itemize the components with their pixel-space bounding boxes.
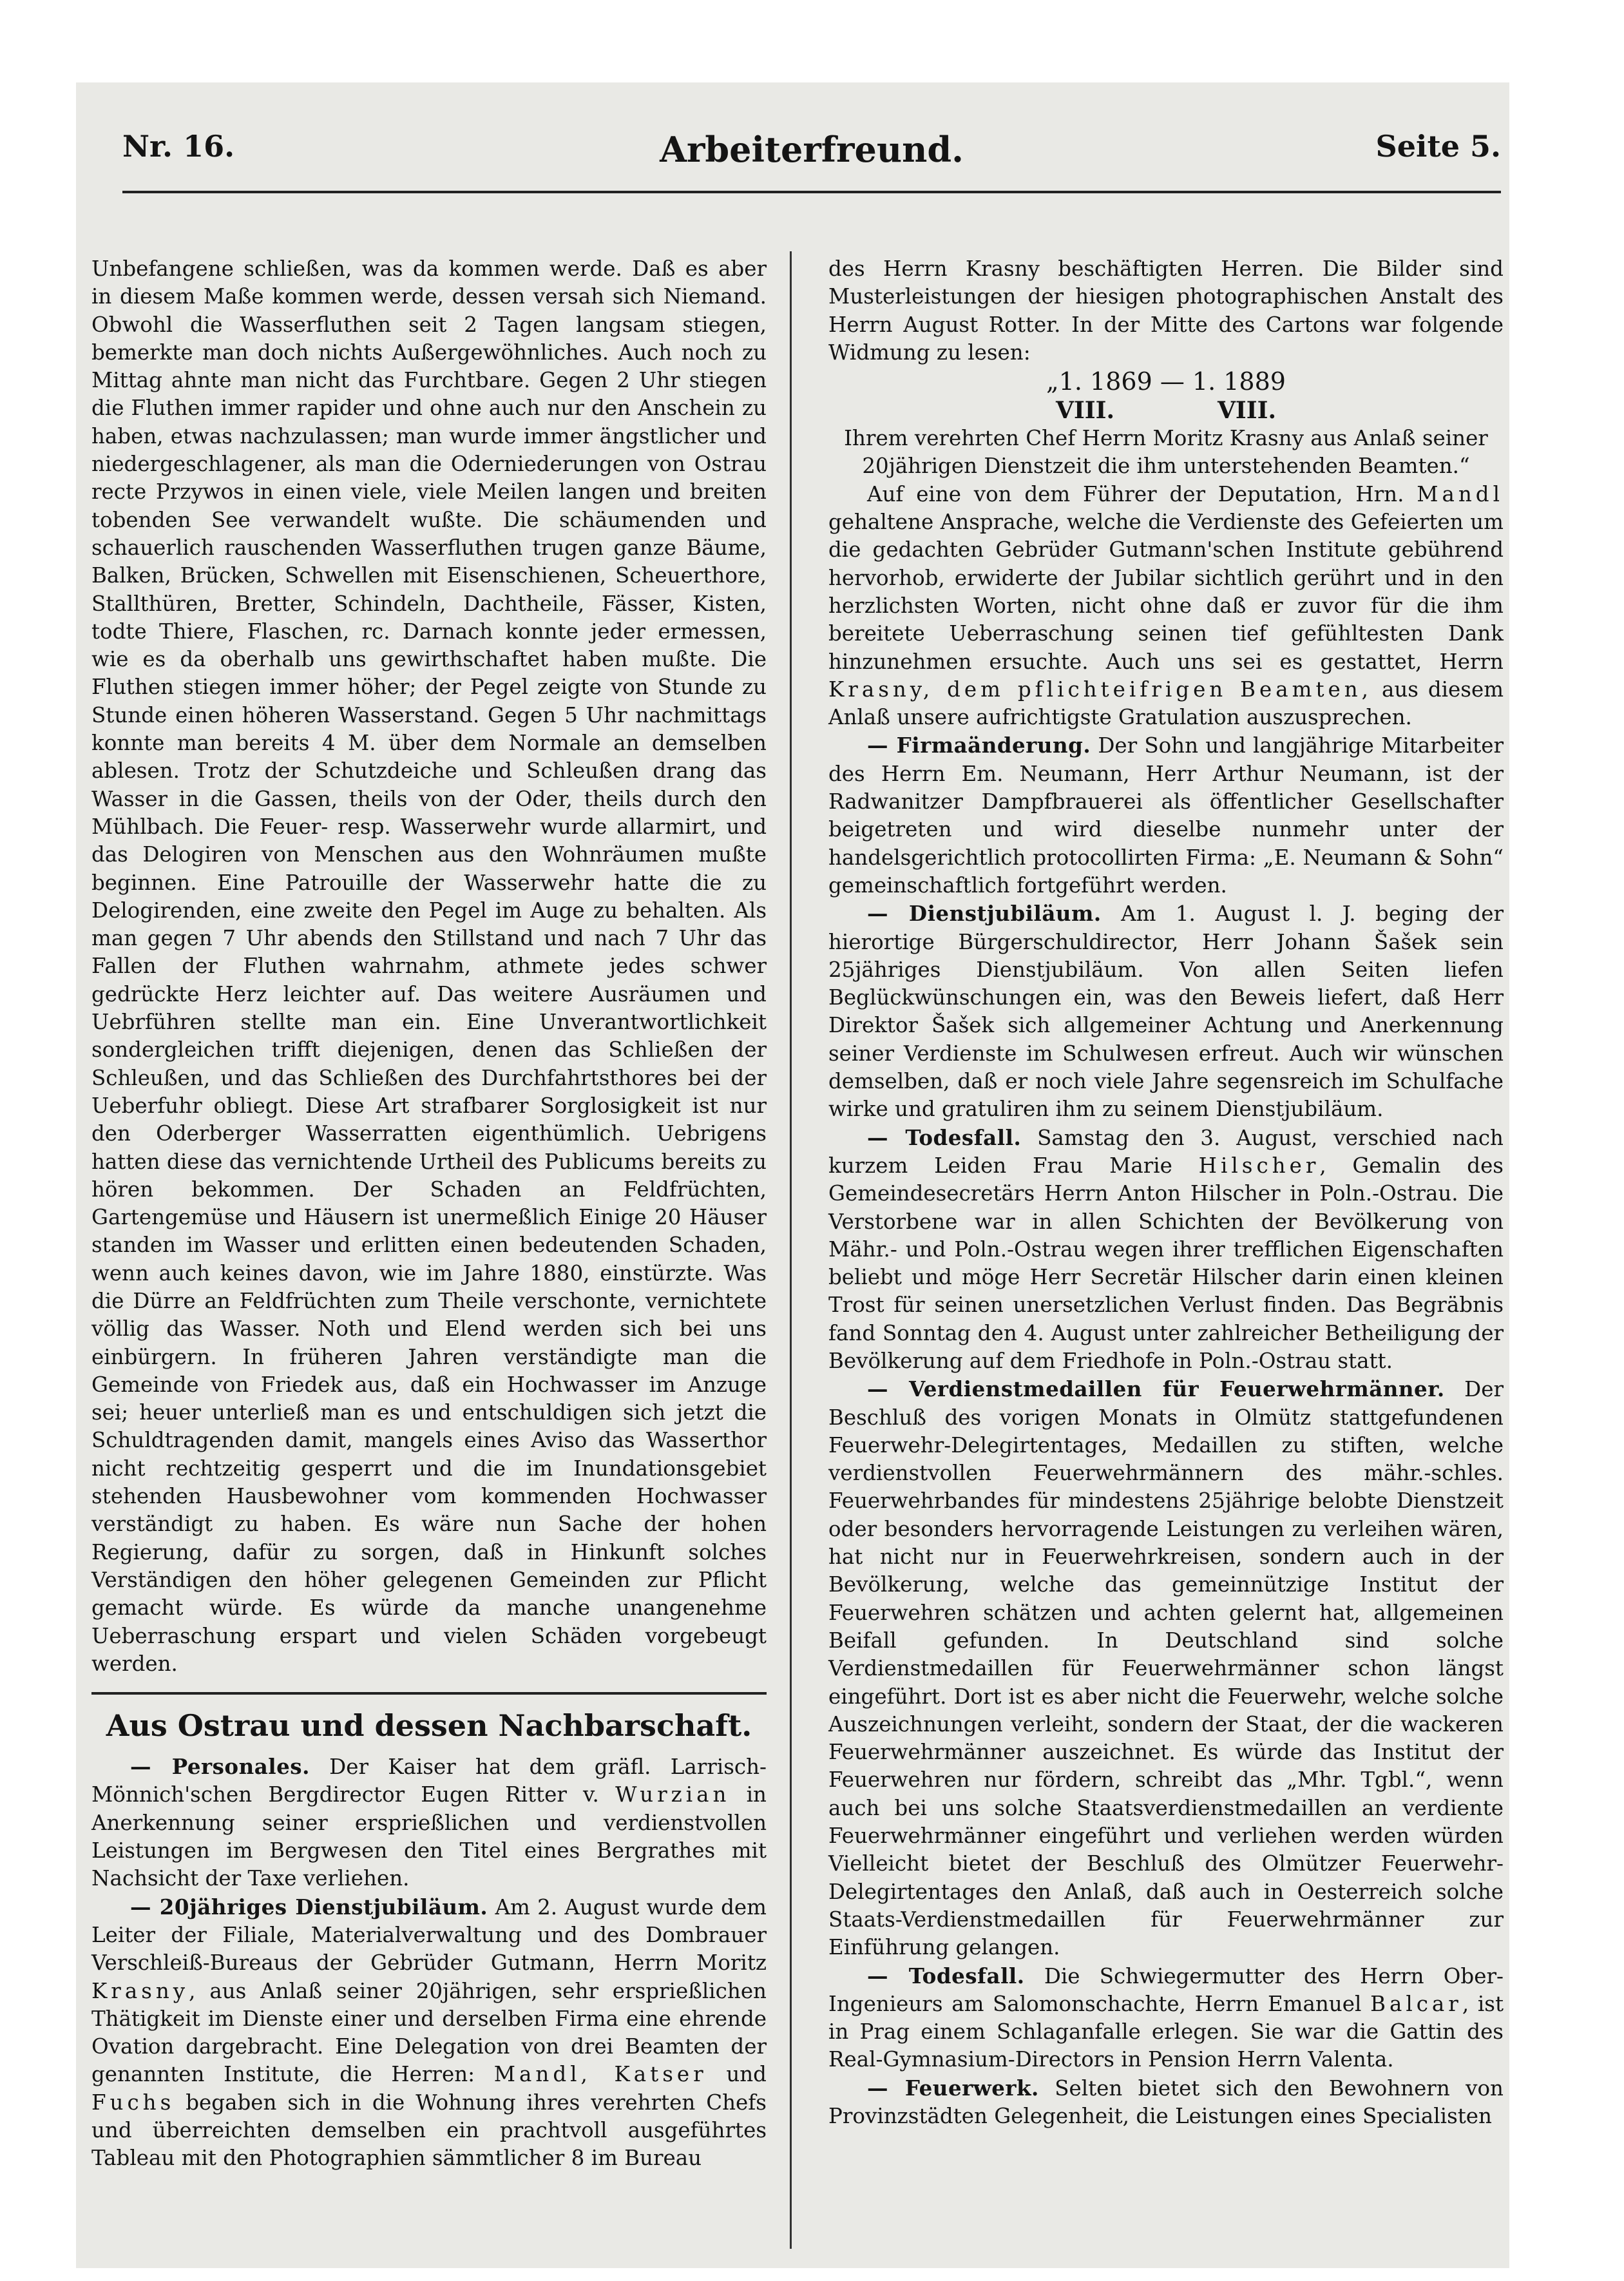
issue-number: Nr. 16.: [122, 129, 235, 164]
article-heading: — Dienstjubiläum.: [867, 901, 1102, 927]
spaced-name: Wurzian: [615, 1782, 731, 1807]
dedication-dates: „1. 1869 — 1. 1889: [1046, 367, 1286, 396]
article-todesfall-2: — Todesfall. Die Schwiegermutter des Herrn Ober-Ingenieurs am Salomonschachte, Herrn Emanuel Balcar, ist in Prag einem Schlaganfalle erlegen. Sie war die Gattin des Real-Gymnasium-Directors in Pension Herrn Valenta.: [828, 1963, 1504, 2072]
masthead-title: Arbeiterfreund.: [660, 129, 964, 170]
article-heading: — Personales.: [130, 1754, 310, 1780]
article-heading: — Verdienstmedaillen für Feuerwehrmänner.: [867, 1376, 1445, 1402]
spaced-name: Fuchs: [91, 2090, 175, 2115]
section-rule: [91, 1692, 767, 1695]
dedication-text: Ihrem verehrten Chef Herrn Moritz Krasny aus Anlaß seiner 20jährigen Dienstzeit die ihm unterstehenden Beamten.“: [844, 426, 1488, 479]
article-feuerwerk: — Feuerwerk. Selten bietet sich den Bewohnern von Provinzstädten Gelegenheit, die Leistungen eines Specialisten: [828, 2075, 1504, 2128]
dedication-roman-numerals: VIII. VIII.: [1056, 397, 1276, 425]
article-heading: — 20jähriges Dienstjubiläum.: [130, 1894, 488, 1920]
section-title: Aus Ostrau und dessen Nachbarschaft.: [106, 1708, 752, 1744]
article-verdienstmedaillen: — Verdienstmedaillen für Feuerwehrmänner. Der Beschluß des vorigen Monats in Olmütz stattgefundenen Feuerwehr-Delegirtentages, Medaillen zu stiften, welche verdienstvollen Feuerwehrmännern des mähr.-schles. Feuerwehrbandes für mindestens 25jährige belobte Dienstzeit oder besonders hervorragende Leistungen zu verleihen wären, hat nicht nur in Feuerwehrkreisen, sondern auch in der Bevölkerung, welche das gemeinnützige Institut der Feuerwehren schätzen und achten gelernt hat, allgemeinen Beifall gefunden. In Deutschland sind solche Verdienstmedaillen für Feuerwehrmänner schon längst eingeführt. Dort ist es aber nicht die Feuerwehr, welche solche Auszeichnungen verleiht, sondern der Staat, der die wackeren Feuerwehrmänner auszeichnet. Es würde das Institut der Feuerwehren nur fördern, schreibt das „Mhr. Tgbl.“, wenn auch bei uns solche Staatsverdienstmedaillen an verdiente Feuerwehrmänner eingeführt und verliehen werden würden Vielleicht bietet der Beschluß des Olmützer Feuerwehr-Delegirtentages den Anlaß, daß auch in Oesterreich solche Staats-Verdienstmedaillen für Feuerwehrmänner zur Einführung gelangen.: [828, 1376, 1504, 1960]
article-20-jubilaeum: — 20jähriges Dienstjubiläum. Am 2. August wurde dem Leiter der Filiale, Materialverwaltung und des Dombrauer Verschleiß-Bureaus der Gebrüder Gutmann, Herrn Moritz Krasny, aus Anlaß seiner 20jährigen, sehr ersprießlichen Thätigkeit im Dienste einer und derselben Firma eine ehrende Ovation dargebracht. Eine Delegation von drei Beamten der genannten Institute, die Herren: Mandl, Katser und Fuchs begaben sich in die Wohnung ihres verehrten Chefs und überreichten demselben ein prachtvoll ausgeführtes Tableau mit den Photographien sämmtlicher 8 im Bureau: [91, 1894, 767, 2171]
spaced-name: Mandl, Katser: [493, 2062, 707, 2087]
article-dienstjubilaeum: — Dienstjubiläum. Am 1. August l. J. beging der hierortige Bürgerschuldirector, Herr Johann Šašek sein 25jähriges Dienstjubiläum. Von allen Seiten liefen Beglückwünschungen ein, was den Beweis liefert, daß Herr Direktor Šašek sich allgemeiner Achtung und Anerkennung seiner Verdienste im Schulwesen erfreut. Auch wir wünschen demselben, daß er noch viele Jahre segensreich im Schulfache wirke und gratuliren ihm zu seinem Dienstjubiläum.: [828, 901, 1504, 1122]
spaced-name: Krasny: [91, 1978, 189, 2003]
left-column: [91, 255, 767, 2173]
spaced-name: Mandl: [1417, 481, 1504, 506]
article-heading: — Feuerwerk.: [867, 2075, 1039, 2101]
header-rule: [122, 191, 1501, 193]
spaced-name: Hilscher: [1198, 1153, 1320, 1178]
article-todesfall-1: — Todesfall. Samstag den 3. August, verschied nach kurzem Leiden Frau Marie Hilscher, Gemalin des Gemeindesecretärs Herrn Anton Hilscher in Poln.-Ostrau. Die Verstorbene war in allen Schichten der Bevölkerung von Mähr.- und Poln.-Ostrau wegen ihrer trefflichen Eigenschaften beliebt und möge Herr Secretär Hilscher darin einen kleinen Trost für seinen unersetzlichen Verlust finden. Das Begräbnis fand Sonntag den 4. August unter zahlreicher Betheiligung der Bevölkerung auf dem Friedhofe in Poln.-Ostrau statt.: [828, 1124, 1504, 1373]
article-heading: — Todesfall.: [867, 1963, 1025, 1988]
article-heading: — Todesfall.: [867, 1124, 1022, 1150]
jubilaeum-continuation: des Herrn Krasny beschäftigten Herren. Die Bilder sind Musterleistungen der hiesigen photographischen Anstalt des Herrn August Rotter. In der Mitte des Cartons war folgende Widmung zu lesen:: [828, 256, 1504, 365]
page-number: Seite 5.: [1375, 129, 1501, 164]
spaced-name: Krasny, dem pflichteifrigen Beamten,: [828, 677, 1373, 702]
right-column: [828, 255, 1504, 2130]
flood-report-paragraph: Unbefangene schließen, was da kommen werde. Daß es aber in diesem Maße kommen werde, dessen versah sich Niemand. Obwohl die Wasserfluthen seit 2 Tagen langsam stiegen, bemerkte man doch nichts Außergewöhnliches. Auch noch zu Mittag ahnte man nicht das Furchtbare. Gegen 2 Uhr stiegen die Fluthen immer rapider und ohne auch nur den Anschein zu haben, etwas nachzulassen; man wurde immer ängstlicher und niedergeschlagener, als man die Oderniederungen von Ostrau recte Przywos in einen viele, viele Meilen langen und breiten tobenden See verwandelt wußte. Die schäumenden und schauerlich rauschenden Wasserfluthen trugen ganze Bäume, Balken, Brücken, Schwellen mit Eisenschienen, Scheuerthore, Stallthüren, Bretter, Schindeln, Dachtheile, Fässer, Kisten, todte Thiere, Flaschen, rc. Darnach konnte jeder ermessen, wie es da oberhalb uns gewirthschaftet haben mußte. Die Fluthen stiegen immer höher; der Pegel zeigte von Stunde zu Stunde einen höheren Wasserstand. Gegen 5 Uhr nachmittags konnte man bereits 4 M. über dem Normale an demselben ablesen. Trotz der Schutzdeiche und Schleußen drang das Wasser in die Gassen, theils von der Oder, theils durch den Mühlbach. Die Feuer- resp. Wasserwehr wurde allarmirt, und das Delogiren von Menschen aus den Wohnräumen mußte beginnen. Eine Patrouille der Wasserwehr hatte die zu Delogirenden, eine zweite den Pegel im Auge zu behalten. Als man gegen 7 Uhr abends den Stillstand und nach 7 Uhr das Fallen der Fluthen wahrnahm, athmete jedes schwer gedrückte Herz leichter auf. Das weitere Ausräumen und Uebrführen stellte man ein. Eine Unverantwortlichkeit sondergleichen trifft diejenigen, denen das Schließen der Schleußen, und das Schließen des Durchfahrtsthores bei der Ueberfuhr obliegt. Diese Art strafbarer Sorglosigkeit ist nur den Oderberger Wasserratten eigenthümlich. Uebrigens hatten diese das vernichtende Urtheil des Publicums bereits zu hören bekommen. Der Schaden an Feldfrüchten, Gartengemüse und Häusern ist unermeßlich Einige 20 Häuser standen im Wasser und erlitten einen bedeutenden Schaden, wenn auch keines davon, wie im Jahre 1880, einstürzte. Was die Dürre an Feldfrüchten zum Theile verschonte, vernichtete völlig das Wasser. Noth und Elend werden sich bei uns einbürgern. In früheren Jahren verständigte man die Gemeinde von Friedek aus, daß ein Hochwasser im Anzuge sei; heuer unterließ man es und entschuldigen sich jetzt die Schuldtragenden damit, mangels eines Aviso das Wasserthor nicht rechtzeitig gesperrt und die im Inundationsgebiet stehenden Hausbewohner vom kommenden Hochwasser verständigt zu haben. Es wäre nun Sache der hohen Regierung, dafür zu sorgen, daß in Hinkunft solches Verständigen den höher gelegenen Gemeinden zur Pflicht gemacht würde. Es würde da manche unangenehme Ueberraschung erspart und vielen Schäden vorgebeugt werden.: [91, 256, 767, 1676]
column-divider: [790, 251, 792, 2249]
article-personales: — Personales. Der Kaiser hat dem gräfl. Larrisch-Mönnich'schen Bergdirector Eugen Ritter v. Wurzian in Anerkennung seiner ersprießlichen und verdienstvollen Leistungen im Bergwesen den Titel eines Bergrathes mit Nachsicht der Taxe verliehen.: [91, 1754, 767, 1891]
page-header: [122, 122, 1501, 187]
newspaper-page: [76, 82, 1509, 2268]
spaced-name: Balcar: [1370, 1991, 1462, 2016]
article-firmaaenderung: — Firmaänderung. Der Sohn und langjährige Mitarbeiter des Herrn Em. Neumann, Herr Arthur Neumann, ist der Radwanitzer Dampfbrauerei als öffentlicher Gesellschafter beigetreten und wird dieselbe nunmehr unter der handelsgerichtlich protocollirten Firma: „E. Neumann & Sohn“ gemeinschaftlich fortgeführt werden.: [828, 733, 1504, 898]
speech-paragraph: Auf eine von dem Führer der Deputation, Hrn. Mandl gehaltene Ansprache, welche die Verdienste des Gefeierten um die gedachten Gebrüder Gutmann'schen Institute gebührend hervorhob, erwiderte der Jubilar sichtlich gerührt und in den herzlichsten Worten, nicht ohne daß er zuvor für die ihm bereitete Ueberraschung seinen tief gefühltesten Dank hinzunehmen ersuchte. Auch uns sei es gestattet, Herrn Krasny, dem pflichteifrigen Beamten, aus diesem Anlaß unsere aufrichtigste Gratulation auszusprechen.: [828, 481, 1504, 730]
article-heading: — Firmaänderung.: [867, 733, 1091, 758]
